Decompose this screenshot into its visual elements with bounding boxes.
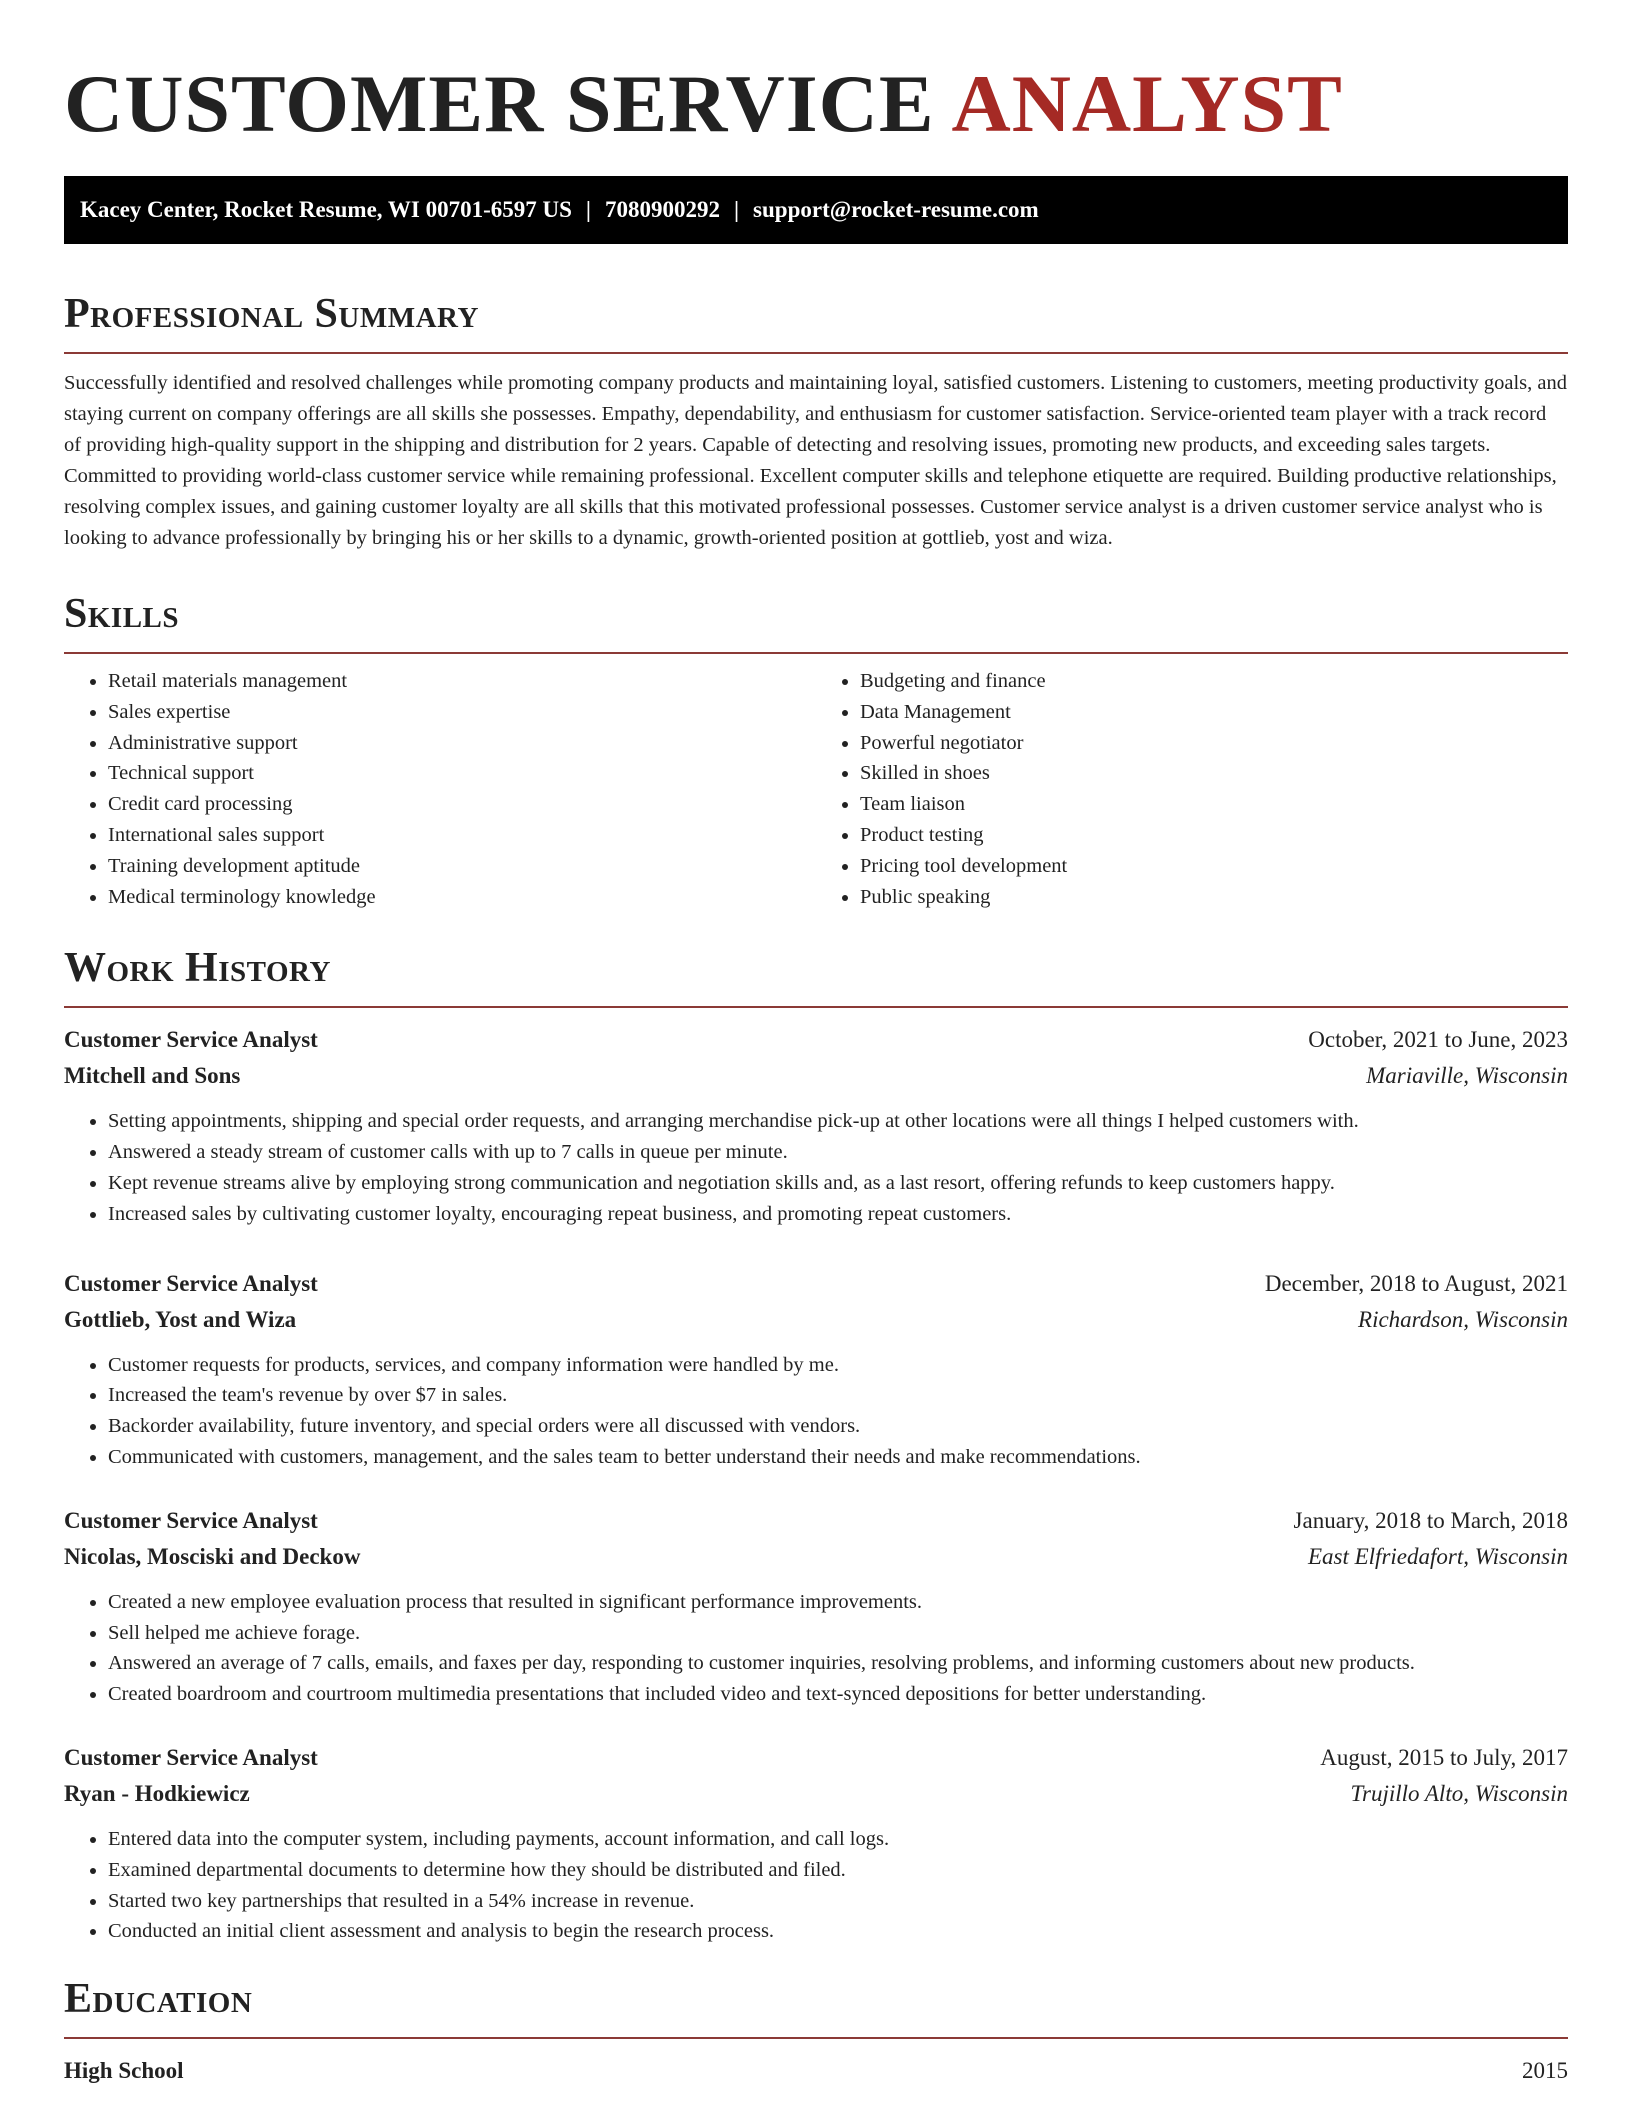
education-entry [64, 2053, 1568, 2089]
skill-item: • Training development aptitude [108, 851, 816, 882]
job-bullet: • Kept revenue streams alive by employing strong communication and negotiation skills and, as a last resort, offering refunds to keep customers happy. [108, 1168, 1568, 1199]
job-bullet: • Communicated with customers, management, and the sales team to better understand their needs and make recommendations. [108, 1442, 1568, 1473]
section-divider [64, 352, 1568, 354]
skill-item: • Product testing [860, 820, 1568, 851]
contact-bar [64, 176, 1568, 244]
skills-section [64, 588, 1568, 912]
section-heading-education: Education [64, 1976, 253, 2023]
skill-item: • Retail materials management [108, 666, 816, 697]
job-bullets [64, 1587, 1568, 1710]
skills-list-left [64, 666, 816, 912]
job-entry [64, 1503, 1568, 1710]
section-divider [64, 652, 1568, 654]
skill-item: • Public speaking [860, 882, 1568, 913]
job-role: Customer Service Analyst [64, 1270, 318, 1296]
contact-separator: | [733, 197, 740, 222]
job-bullets [64, 1824, 1568, 1947]
contact-email: support@rocket-resume.com [753, 197, 1039, 222]
job-header [64, 1022, 1568, 1058]
job-bullet: • Setting appointments, shipping and special order requests, and arranging merchandise pick-up at other locations were all things I helped customers with. [108, 1106, 1568, 1137]
skills-list-right [816, 666, 1568, 912]
skill-item: • Medical terminology knowledge [108, 882, 816, 913]
job-bullet: • Examined departmental documents to determine how they should be distributed and filed. [108, 1855, 1568, 1886]
job-location: East Elfriedafort, Wisconsin [1307, 1543, 1568, 1569]
job-company: Nicolas, Mosciski and Deckow [64, 1543, 361, 1569]
job-bullet: • Answered an average of 7 calls, emails, and faxes per day, responding to customer inquiries, resolving problems, and informing customers about new products. [108, 1648, 1568, 1679]
job-bullet: • Increased the team's revenue by over $7 in sales. [108, 1380, 1568, 1411]
skill-item: • Team liaison [860, 789, 1568, 820]
job-header [64, 1266, 1568, 1302]
skill-item: • Data Management [860, 697, 1568, 728]
job-subheader [64, 1539, 1568, 1575]
section-heading-skills: Skills [64, 591, 180, 637]
skill-item: • Credit card processing [108, 789, 816, 820]
job-dates: January, 2018 to March, 2018 [1293, 1507, 1568, 1533]
skill-item: • Technical support [108, 758, 816, 789]
job-bullet: • Answered a steady stream of customer calls with up to 7 calls in queue per minute. [108, 1137, 1568, 1168]
summary-section [64, 288, 1568, 554]
job-bullet: • Conducted an initial client assessment and analysis to begin the research process. [108, 1916, 1568, 1947]
job-location: Trujillo Alto, Wisconsin [1350, 1780, 1568, 1806]
job-company: Gottlieb, Yost and Wiza [64, 1306, 297, 1332]
skill-item: • Skilled in shoes [860, 758, 1568, 789]
skill-item: • Sales expertise [108, 697, 816, 728]
skill-item: • Administrative support [108, 728, 816, 759]
education-year: 2015 [1522, 2058, 1568, 2084]
section-divider [64, 1006, 1568, 1008]
job-entry [64, 1266, 1568, 1473]
job-bullet: • Started two key partnerships that resulted in a 54% increase in revenue. [108, 1886, 1568, 1917]
job-entry [64, 1022, 1568, 1229]
job-bullet: • Created a new employee evaluation process that resulted in significant performance improvements. [108, 1587, 1568, 1618]
job-dates: December, 2018 to August, 2021 [1264, 1270, 1568, 1296]
job-company: Ryan - Hodkiewicz [64, 1780, 250, 1806]
job-bullet: • Created boardroom and courtroom multimedia presentations that included video and text-synced depositions for better understanding. [108, 1679, 1568, 1710]
job-bullet: • Entered data into the computer system, including payments, account information, and call logs. [108, 1824, 1568, 1855]
job-role: Customer Service Analyst [64, 1027, 318, 1053]
title-main: CUSTOMER SERVICE [64, 58, 952, 149]
summary-text: Successfully identified and resolved challenges while promoting company products and maintaining loyal, satisfied customers. Listening to customers, meeting productivity goals, and staying current on company offerings are all skills she possesses. Empathy, dependability, and enthusiasm for customer satisfaction. Service-oriented team player with a track record of providing high-quality support in the shipping and distribution for 2 years. Capable of detecting and resolving issues, promoting new products, and exceeding sales targets. Committed to providing world-class customer service while remaining professional. Excellent computer skills and telephone etiquette are required. Building productive relationships, resolving complex issues, and gaining customer loyalty are all skills that this motivated professional possesses. Customer service analyst is a driven customer service analyst who is looking to advance professionally by bringing his or her skills to a dynamic, growth-oriented position at gottlieb, yost and wiza. [64, 372, 1568, 549]
section-heading-summary: Professional Summary [64, 291, 479, 337]
job-dates: August, 2015 to July, 2017 [1320, 1744, 1568, 1770]
job-role: Customer Service Analyst [64, 1744, 318, 1770]
job-role: Customer Service Analyst [64, 1507, 318, 1533]
resume-title [64, 0, 1568, 150]
section-divider [64, 2037, 1568, 2039]
job-subheader [64, 1776, 1568, 1812]
contact-separator: | [585, 197, 591, 222]
title-accent: ANALYST [951, 58, 1343, 149]
job-bullets [64, 1350, 1568, 1473]
contact-address: Kacey Center, Rocket Resume, WI 00701-6597 US [80, 197, 572, 222]
skill-item: • Budgeting and finance [860, 666, 1568, 697]
skill-item: • Powerful negotiator [860, 728, 1568, 759]
job-subheader [64, 1058, 1568, 1094]
section-heading-work-history: Work History [64, 945, 331, 992]
skills-columns [64, 666, 1568, 912]
job-bullet: • Customer requests for products, services, and company information were handled by me. [108, 1350, 1568, 1381]
job-dates: October, 2021 to June, 2023 [1308, 1027, 1568, 1053]
job-header [64, 1503, 1568, 1539]
skill-item: • Pricing tool development [860, 851, 1568, 882]
education-section [64, 1973, 1568, 2089]
job-bullets [64, 1106, 1568, 1229]
job-bullet: • Sell helped me achieve forage. [108, 1618, 1568, 1649]
contact-phone: 7080900292 [604, 197, 720, 222]
education-degree: High School [64, 2058, 184, 2084]
job-location: Richardson, Wisconsin [1358, 1306, 1568, 1332]
job-company: Mitchell and Sons [64, 1063, 241, 1089]
work-history-section [64, 942, 1568, 1947]
job-header [64, 1740, 1568, 1776]
skill-item: • International sales support [108, 820, 816, 851]
job-entry [64, 1740, 1568, 1947]
job-subheader [64, 1302, 1568, 1338]
job-location: Mariaville, Wisconsin [1366, 1063, 1568, 1089]
job-bullet: • Increased sales by cultivating customer loyalty, encouraging repeat business, and promoting repeat customers. [108, 1199, 1568, 1230]
job-bullet: • Backorder availability, future inventory, and special orders were all discussed with vendors. [108, 1411, 1568, 1442]
